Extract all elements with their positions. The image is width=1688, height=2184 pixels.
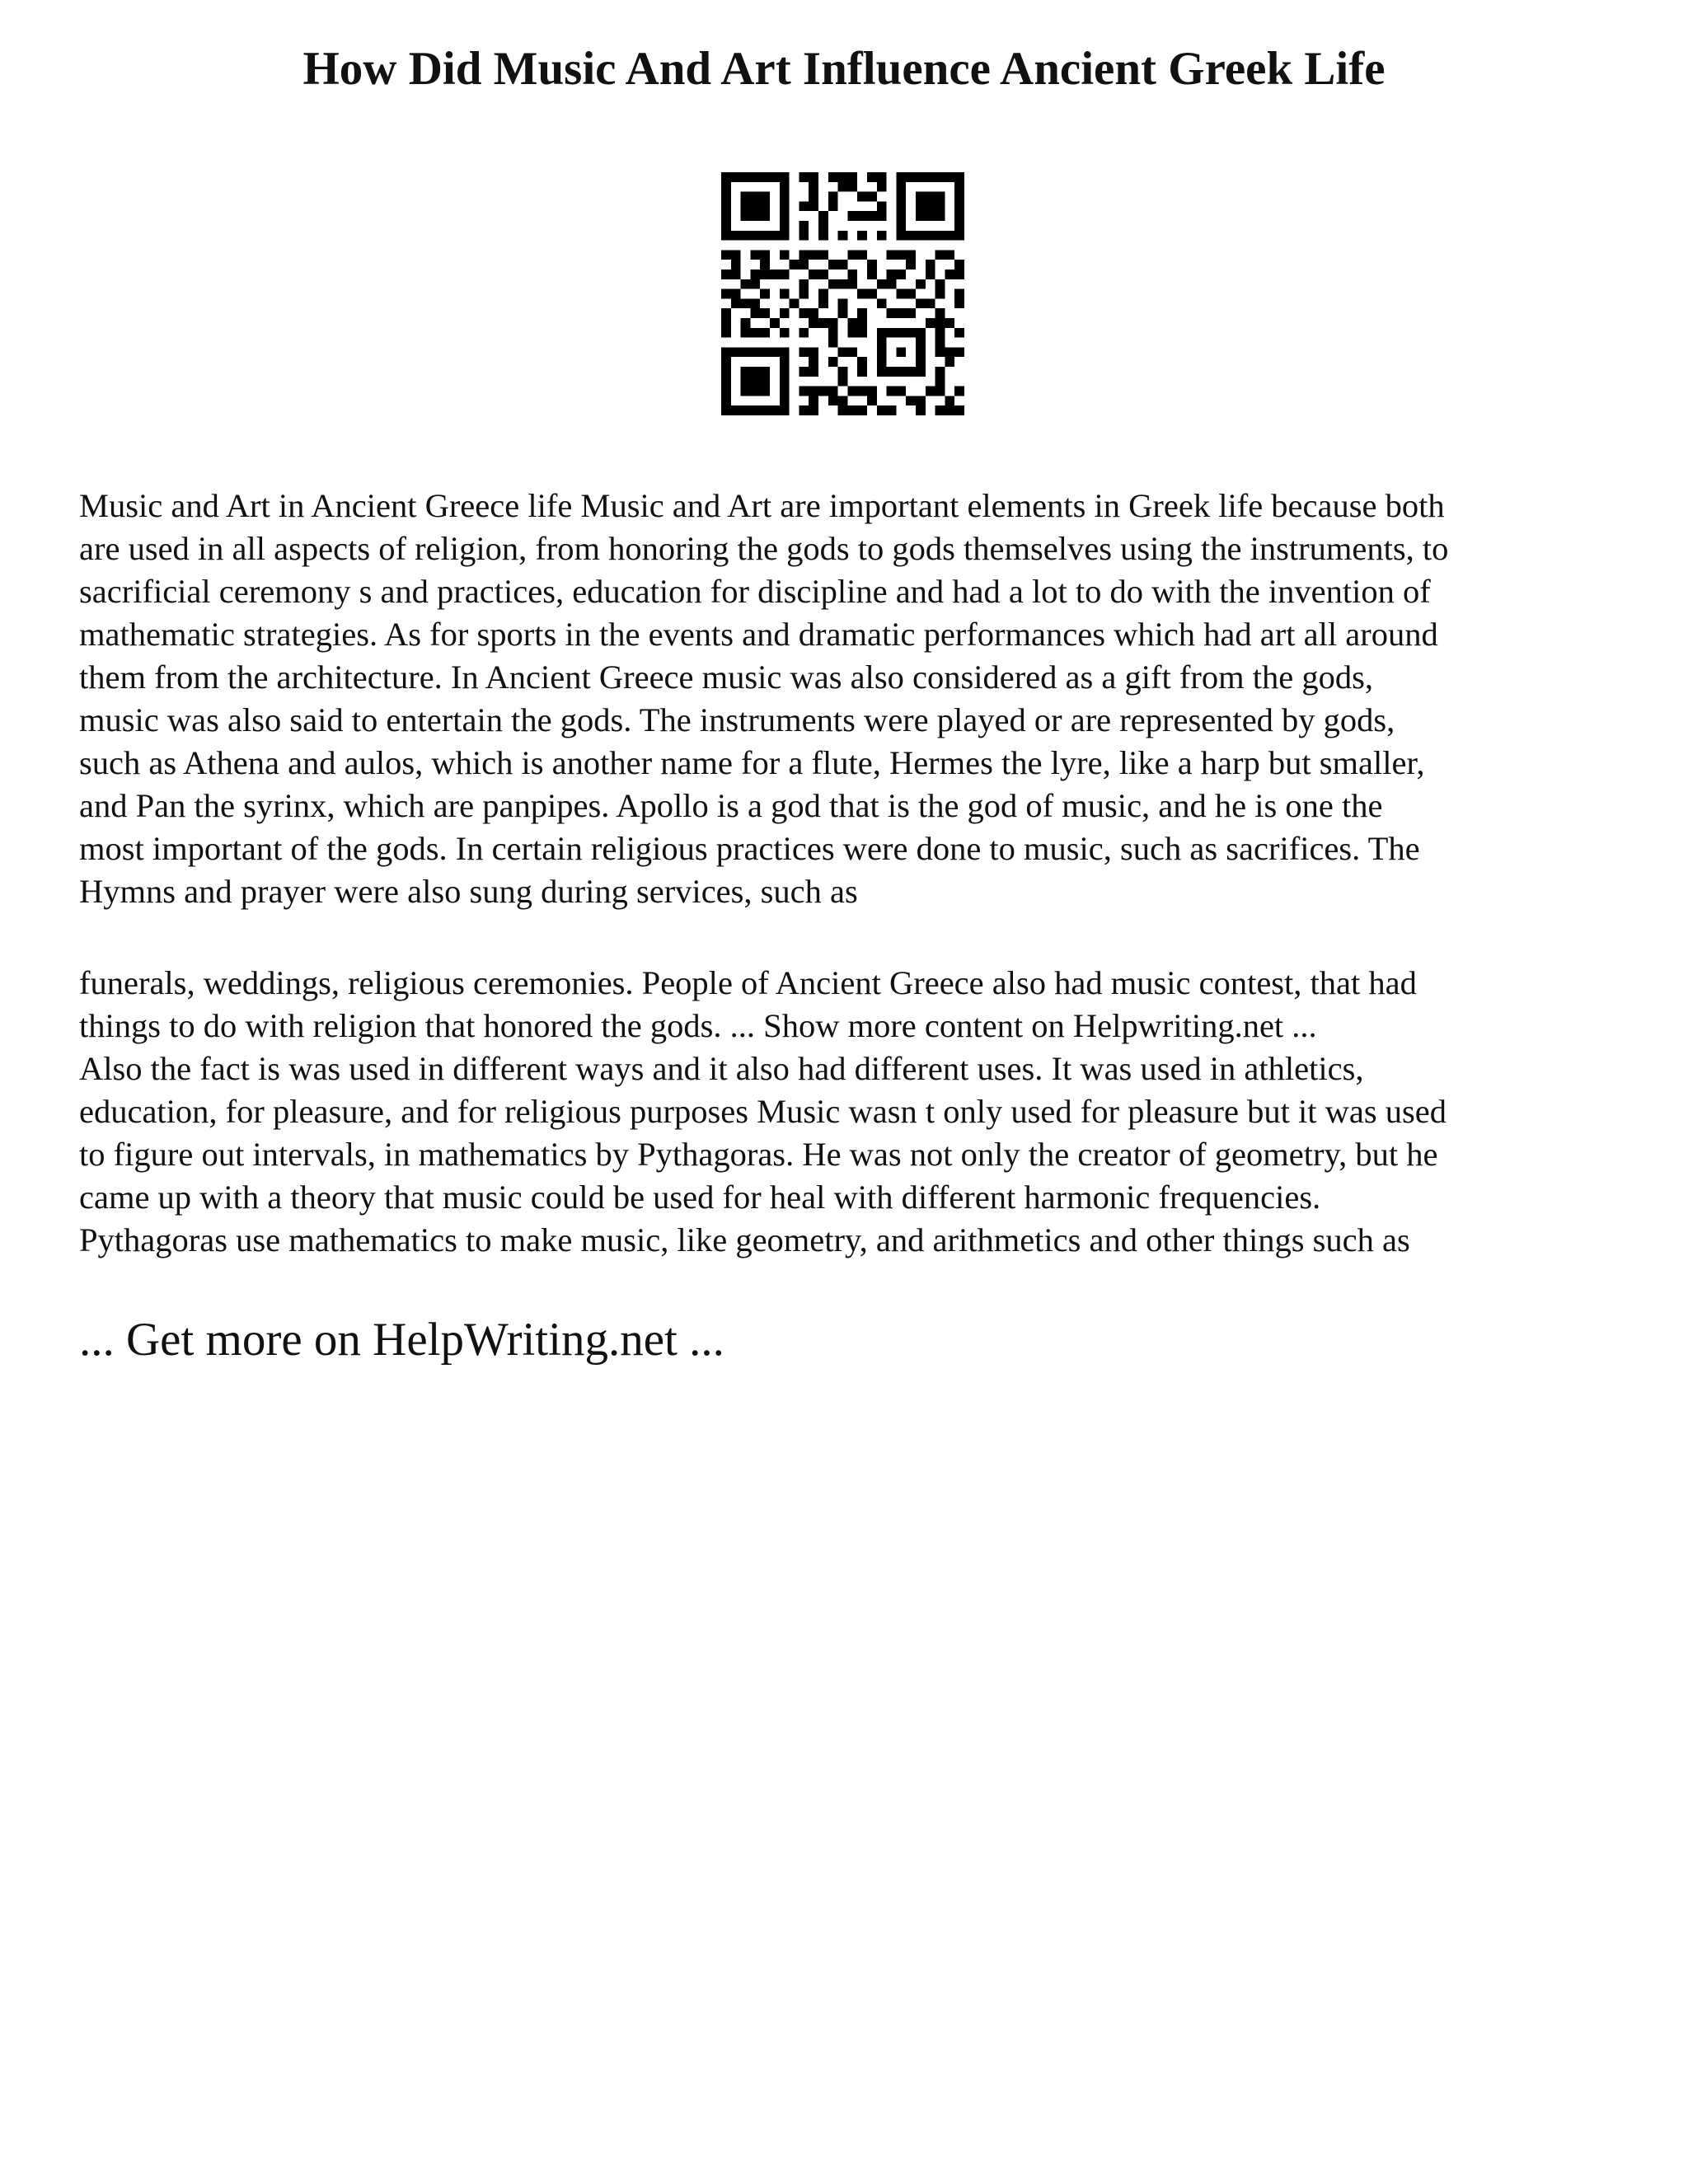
page-title: How Did Music And Art Influence Ancient Greek Life — [302, 43, 1386, 95]
body-paragraph-2: funerals, weddings, religious ceremonies. People of Ancient Greece also had music contest, that had things to do with religion that honored the gods. ... Show more content on Helpwriting.net ... Also the fact is was used in different ways and it also had different uses. It was used in athletics, education, for pleasure, and for religious purposes Music wasn t only used for pleasure but it was used to figure out intervals, in mathematics by Pythagoras. He was not only the creator of geometry, but he came up with a theory that music could be used for heal with different harmonic frequencies. Pythagoras use mathematics to make music, like geometry, and arithmetics and other things such as — [79, 964, 1447, 1258]
get-more-link[interactable]: ... Get more on HelpWriting.net ... — [79, 1314, 724, 1366]
body-paragraph-1: Music and Art in Ancient Greece life Music and Art are important elements in Greek life because both are used in all aspects of religion, from honoring the gods to gods themselves using the instruments, to sacrificial ceremony s and practices, education for discipline and had a lot to do with the invention of mathematic strategies. As for sports in the events and dramatic performances which had art all around them from the architecture. In Ancient Greece music was also considered as a gift from the gods, music was also said to entertain the gods. The instruments were played or are represented by gods, such as Athena and aulos, which is another name for a flute, Hermes the lyre, like a harp but smaller, and Pan the syrinx, which are panpipes. Apollo is a god that is the god of music, and he is one the most important of the gods. In certain religious practices were done to music, such as sacrifices. The Hymns and prayer were also sung during services, such as — [79, 487, 1449, 910]
qr-code-icon[interactable] — [721, 172, 964, 415]
